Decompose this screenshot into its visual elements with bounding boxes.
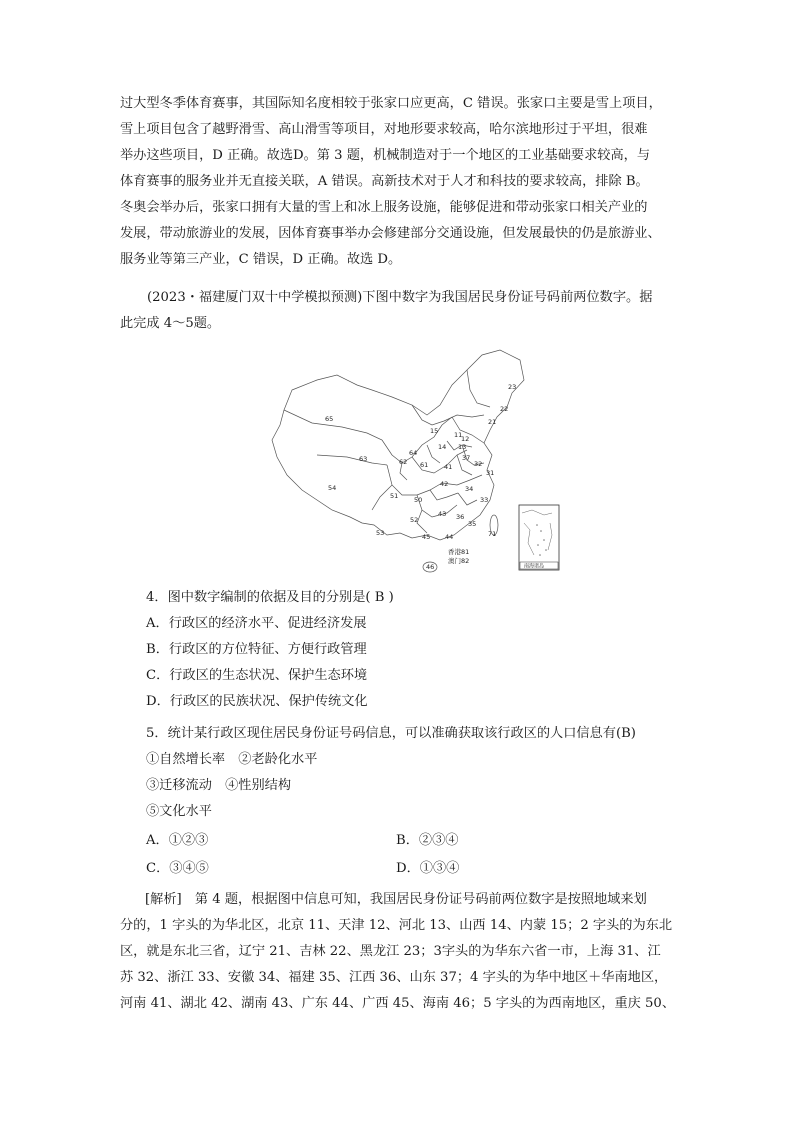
analysis-line: [解析] 第 4 题，根据图中信息可知，我国居民身份证号码前两位数字是按照地域来划 <box>145 892 647 907</box>
previous-analysis <box>120 91 675 273</box>
map-code: 13 <box>458 443 467 451</box>
q5-option-a: A．①②③ <box>146 833 209 848</box>
map-code: 43 <box>438 510 447 518</box>
map-code: 37 <box>462 454 471 462</box>
intro-line: (2023・福建厦门双十中学模拟预测)下图中数字为我国居民身份证号码前两位数字。据 <box>147 290 653 305</box>
map-code: 61 <box>420 461 429 469</box>
map-code: 12 <box>461 435 470 443</box>
analysis-line: 体育赛事的服务业并无直接关联，A 错误。高新技术对于人才和科技的要求较高，排除 B。 <box>120 174 649 189</box>
analysis-block <box>120 887 675 1017</box>
map-code: 35 <box>468 520 477 528</box>
map-code: 15 <box>430 427 439 435</box>
map-code: 51 <box>390 492 399 500</box>
intro-line: 此完成 4～5题。 <box>120 316 221 331</box>
question-intro <box>120 285 675 337</box>
map-code: 33 <box>480 496 489 504</box>
q5-item-line: ⑤文化水平 <box>146 804 212 819</box>
map-code: 63 <box>359 455 368 463</box>
map-code: 42 <box>440 480 449 488</box>
map-code: 64 <box>409 449 418 457</box>
question-4-stem: 4．图中数字编制的依据及目的分别是( B ) <box>146 590 394 605</box>
map-code-macau: 澳门82 <box>448 557 470 565</box>
map-code: 23 <box>508 383 517 391</box>
analysis-line: 过大型冬季体育赛事，其国际知名度相较于张家口应更高，C 错误。张家口主要是雪上项目， <box>120 96 662 111</box>
analysis-line: 服务业等第三产业，C 错误，D 正确。故选 D。 <box>120 252 402 267</box>
map-code: 14 <box>438 443 447 451</box>
map-code: 31 <box>486 469 495 477</box>
analysis-line: 河南 41、湖北 42、湖南 43、广东 44、广西 45、海南 46；5 字头的为西南地区，重庆 50、 <box>120 996 676 1011</box>
map-code: 44 <box>445 533 454 541</box>
analysis-line: 分的，1 字头的为华北区，北京 11、天津 12、河北 13、山西 14、内蒙 15；2 字头的为东北 <box>120 918 673 933</box>
analysis-line: 苏 32、浙江 33、安徽 34、福建 35、江西 36、山东 37；4 字头的为华中地区＋华南地区， <box>120 970 668 985</box>
q5-option-c: C．③④⑤ <box>146 861 209 876</box>
question-5-stem: 5．统计某行政区现住居民身份证号码信息，可以准确获取该行政区的人口信息有(B) <box>146 726 636 741</box>
map-code: 21 <box>488 418 497 426</box>
analysis-line: 区，就是东北三省，辽宁 21、吉林 22、黑龙江 23；3字头的为华东六省一市，上海 31、江 <box>120 944 661 959</box>
map-code-hk: 香港81 <box>448 548 470 556</box>
map-code: 50 <box>414 496 423 504</box>
map-code: 46 <box>426 563 435 571</box>
map-code: 22 <box>500 405 509 413</box>
map-code: 41 <box>444 463 453 471</box>
q5-item-line: ③迁移流动 ④性别结构 <box>146 778 292 793</box>
map-code: 53 <box>376 529 385 537</box>
q5-option-b: B．②③④ <box>396 833 459 848</box>
q5-option-d: D．①③④ <box>396 861 460 876</box>
map-code: 65 <box>325 415 334 423</box>
inset-label: 南海诸岛 <box>524 563 545 570</box>
map-code: 54 <box>328 484 337 492</box>
map-code: 62 <box>399 458 408 466</box>
map-code: 52 <box>410 516 419 524</box>
map-code: 36 <box>456 513 465 521</box>
map-code: 11 <box>454 431 463 439</box>
map-code: 32 <box>474 460 483 468</box>
south-china-sea-inset <box>519 505 559 570</box>
china-id-code-map <box>262 345 562 575</box>
q4-option-b: B．行政区的方位特征、方便行政管理 <box>146 642 367 657</box>
analysis-line: 发展，带动旅游业的发展，因体育赛事举办会修建部分交通设施，但发展最快的仍是旅游业、 <box>120 226 661 241</box>
analysis-line: 举办这些项目，D 正确。故选D。第 3 题，机械制造对于一个地区的工业基础要求较高，与 <box>120 148 651 163</box>
map-code: 45 <box>422 533 431 541</box>
q5-item-line: ①自然增长率 ②老龄化水平 <box>146 752 318 767</box>
analysis-line: 冬奥会举办后，张家口拥有大量的雪上和冰上服务设施，能够促进和带动张家口相关产业的 <box>120 200 648 215</box>
map-code: 34 <box>465 485 474 493</box>
q4-option-c: C．行政区的生态状况、保护生态环境 <box>146 668 368 683</box>
map-code: 71 <box>488 530 497 538</box>
q4-option-d: D．行政区的民族状况、保护传统文化 <box>146 694 368 709</box>
analysis-line: 雪上项目包含了越野滑雪、高山滑雪等项目，对地形要求较高，哈尔滨地形过于平坦，很难 <box>120 122 648 137</box>
q4-option-a: A．行政区的经济水平、促进经济发展 <box>146 616 367 631</box>
